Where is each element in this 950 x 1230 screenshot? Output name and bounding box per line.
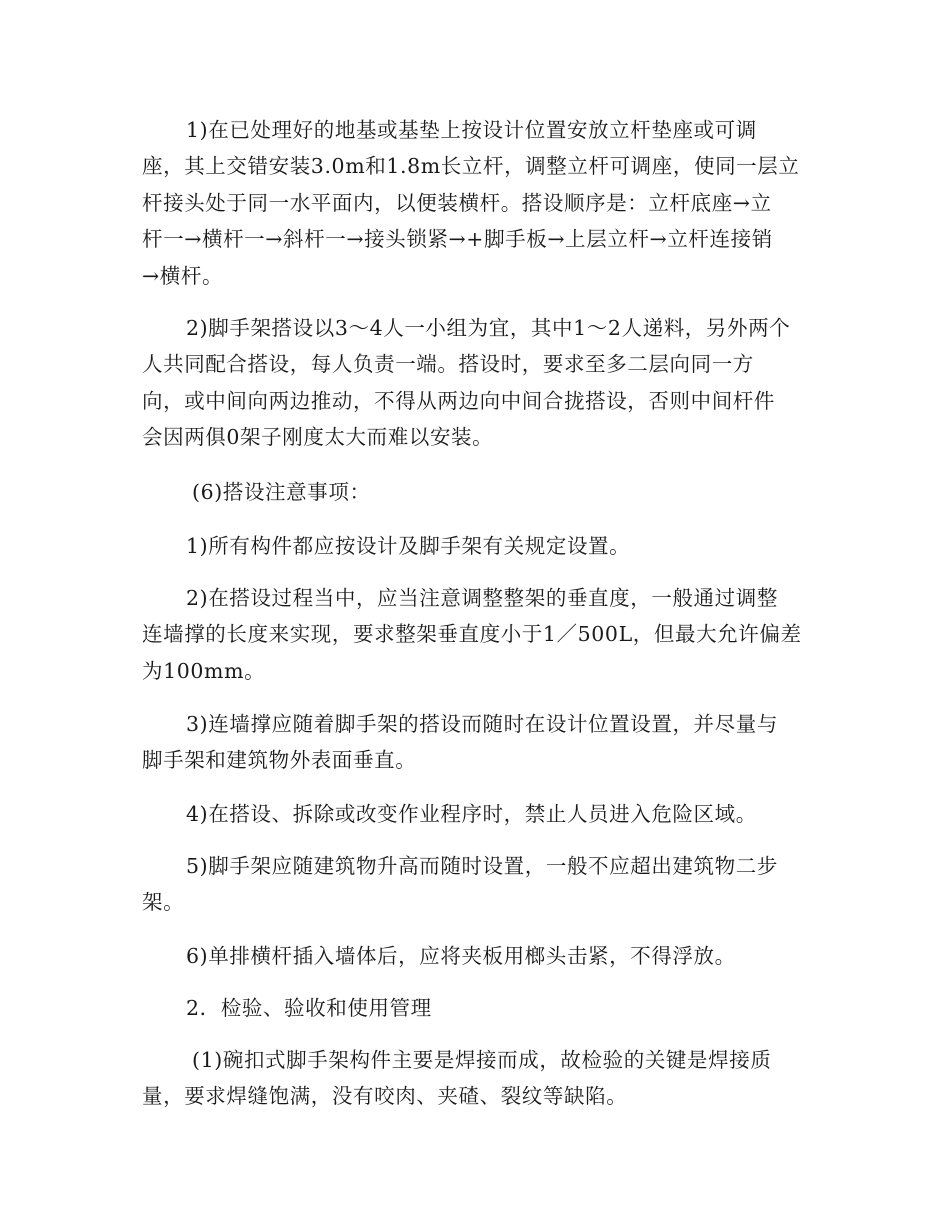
text-line: 会因两俱0架子刚度太大而难以安装。: [142, 425, 494, 450]
text-line: 连墙撑的长度来实现，要求整架垂直度小于1／500L，但最大允许偏差: [142, 622, 802, 647]
heading-line: 2．检验、验收和使用管理: [186, 996, 432, 1020]
text-line: (1)碗扣式脚手架构件主要是焊接而成，故检验的关键是焊接质: [192, 1048, 772, 1072]
text-line: 人共同配合搭设，每人负责一端。搭设时，要求至多二层向同一方: [142, 352, 754, 377]
paragraph-precaution-4: [142, 796, 814, 832]
text-line: 向，或中间向两边推动，不得从两边向中间合拢搭设，否则中间杆件: [142, 388, 775, 413]
text-line: 座，其上交错安装3.0m和1.8m长立杆，调整立杆可调座，使同一层立: [142, 154, 800, 179]
text-line: 杆一→横杆一→斜杆一→接头锁紧→+脚手板→上层立杆→立杆连接销: [142, 227, 773, 252]
text-line: 脚手架和建筑物外表面垂直。: [142, 748, 417, 773]
text-line: 5)脚手架应随建筑物升高而随时设置，一般不应超出建筑物二步: [186, 854, 778, 878]
text-line: 2)在搭设过程当中，应当注意调整整架的垂直度，一般通过调整: [186, 586, 778, 610]
text-line: 杆接头处于同一水平面内，以便装横杆。搭设顺序是：立杆底座→立: [142, 190, 772, 215]
paragraph-precaution-6: [142, 938, 814, 974]
text-line: 架。: [142, 890, 185, 915]
section-heading-precautions: [142, 474, 814, 510]
text-line: 1)所有构件都应按设计及脚手架有关规定设置。: [186, 534, 631, 558]
text-line: 1)在已处理好的地基或基垫上按设计位置安放立杆垫座或可调: [186, 118, 757, 142]
paragraph-precaution-2: [142, 580, 814, 689]
text-line: 3)连墙撑应随着脚手架的搭设而随时在设计位置设置，并尽量与: [186, 712, 778, 736]
text-line: 2)脚手架搭设以3～4人一小组为宜，其中1～2人递料，另外两个: [186, 316, 791, 340]
heading-line: (6)搭设注意事项：: [192, 480, 371, 504]
text-line: →横杆。: [142, 263, 224, 288]
paragraph-inspection-1: [142, 1042, 814, 1115]
section-heading-inspection: [142, 990, 814, 1026]
text-line: 量，要求焊缝饱满，没有咬肉、夹碴、裂纹等缺陷。: [142, 1084, 628, 1109]
paragraph-precaution-5: [142, 848, 814, 921]
paragraph-precaution-3: [142, 706, 814, 779]
text-line: 4)在搭设、拆除或改变作业程序时，禁止人员进入危险区域。: [186, 802, 757, 826]
paragraph-erection-procedure: [142, 112, 814, 294]
paragraph-crew-assembly: [142, 310, 814, 456]
paragraph-precaution-1: [142, 528, 814, 564]
text-line: 为100mm。: [142, 658, 266, 683]
text-line: 6)单排横杆插入墙体后，应将夹板用榔头击紧，不得浮放。: [186, 944, 736, 968]
